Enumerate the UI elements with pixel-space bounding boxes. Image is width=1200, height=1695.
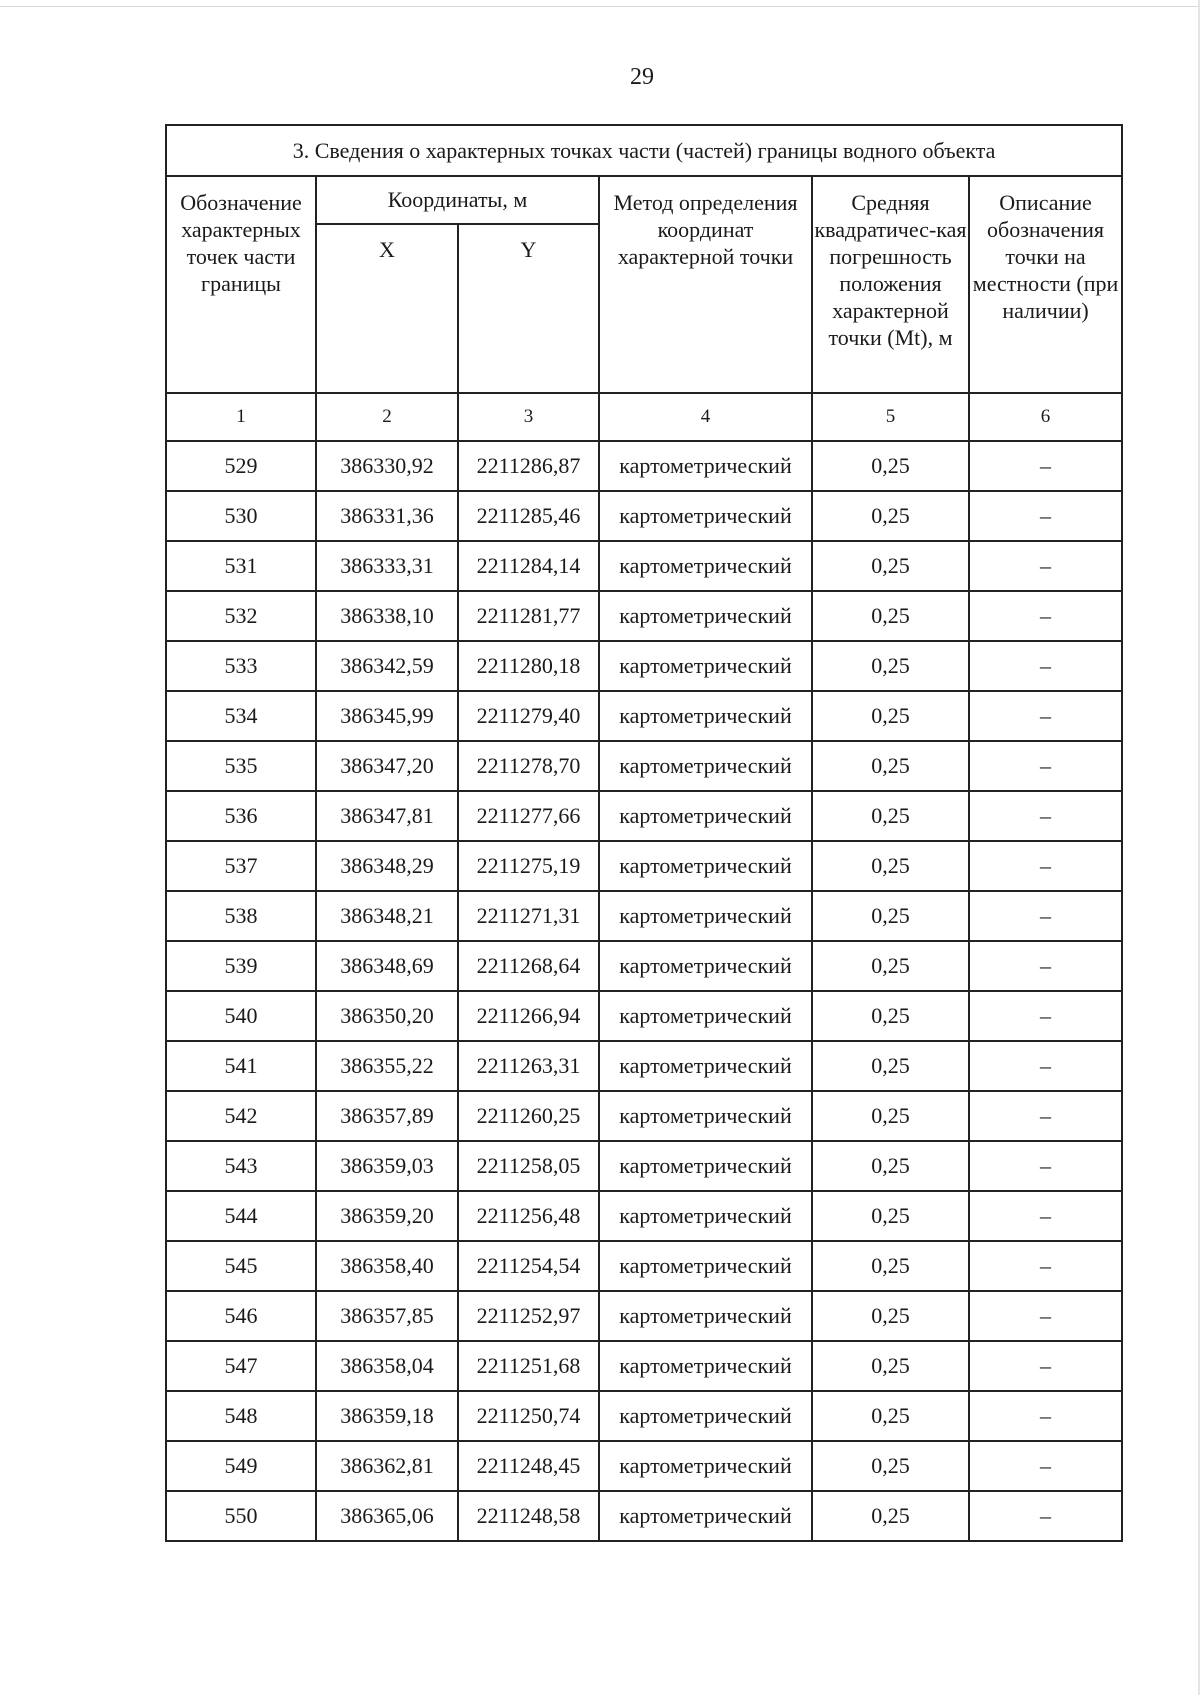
cell-accuracy: 0,25 <box>812 1191 969 1241</box>
cell-y: 2211279,40 <box>458 691 599 741</box>
cell-y: 2211280,18 <box>458 641 599 691</box>
cell-description: – <box>969 1141 1122 1191</box>
cell-description: – <box>969 1441 1122 1491</box>
cell-y: 2211266,94 <box>458 991 599 1041</box>
table-row <box>166 741 1122 791</box>
cell-accuracy: 0,25 <box>812 1141 969 1191</box>
cell-y: 2211254,54 <box>458 1241 599 1291</box>
cell-accuracy: 0,25 <box>812 1491 969 1541</box>
cell-description: – <box>969 941 1122 991</box>
cell-description: – <box>969 891 1122 941</box>
cell-point: 529 <box>166 441 316 491</box>
cell-method: картометрический <box>599 1091 812 1141</box>
cell-description: – <box>969 441 1122 491</box>
cell-description: – <box>969 1391 1122 1441</box>
cell-method: картометрический <box>599 1241 812 1291</box>
cell-description: – <box>969 791 1122 841</box>
table-row <box>166 441 1122 491</box>
cell-point: 544 <box>166 1191 316 1241</box>
cell-accuracy: 0,25 <box>812 1041 969 1091</box>
cell-accuracy: 0,25 <box>812 1441 969 1491</box>
cell-point: 532 <box>166 591 316 641</box>
cell-x: 386358,04 <box>316 1341 458 1391</box>
cell-method: картометрический <box>599 941 812 991</box>
cell-point: 531 <box>166 541 316 591</box>
cell-description: – <box>969 691 1122 741</box>
cell-accuracy: 0,25 <box>812 1341 969 1391</box>
cell-x: 386348,29 <box>316 841 458 891</box>
cell-method: картометрический <box>599 541 812 591</box>
cell-description: – <box>969 541 1122 591</box>
table-row <box>166 1041 1122 1091</box>
cell-point: 530 <box>166 491 316 541</box>
cell-x: 386359,20 <box>316 1191 458 1241</box>
cell-method: картометрический <box>599 791 812 841</box>
table-row <box>166 541 1122 591</box>
cell-description: – <box>969 1091 1122 1141</box>
cell-point: 549 <box>166 1441 316 1491</box>
cell-description: – <box>969 1341 1122 1391</box>
cell-y: 2211252,97 <box>458 1291 599 1341</box>
cell-accuracy: 0,25 <box>812 591 969 641</box>
cell-description: – <box>969 491 1122 541</box>
cell-accuracy: 0,25 <box>812 1391 969 1441</box>
cell-accuracy: 0,25 <box>812 941 969 991</box>
cell-description: – <box>969 741 1122 791</box>
cell-y: 2211278,70 <box>458 741 599 791</box>
cell-method: картометрический <box>599 1341 812 1391</box>
cell-y: 2211284,14 <box>458 541 599 591</box>
cell-description: – <box>969 1041 1122 1091</box>
cell-y: 2211248,45 <box>458 1441 599 1491</box>
column-number: 6 <box>969 393 1122 441</box>
cell-x: 386362,81 <box>316 1441 458 1491</box>
table-row <box>166 1291 1122 1341</box>
cell-method: картометрический <box>599 641 812 691</box>
cell-accuracy: 0,25 <box>812 891 969 941</box>
cell-point: 533 <box>166 641 316 691</box>
cell-x: 386348,69 <box>316 941 458 991</box>
cell-description: – <box>969 1241 1122 1291</box>
cell-x: 386348,21 <box>316 891 458 941</box>
cell-method: картометрический <box>599 891 812 941</box>
table-row <box>166 591 1122 641</box>
cell-method: картометрический <box>599 1491 812 1541</box>
cell-y: 2211256,48 <box>458 1191 599 1241</box>
cell-method: картометрический <box>599 491 812 541</box>
header-point: Обозначение характерных точек части границы <box>166 176 316 393</box>
cell-accuracy: 0,25 <box>812 691 969 741</box>
header-description: Описание обозначения точки на местности (при наличии) <box>969 176 1122 393</box>
cell-y: 2211281,77 <box>458 591 599 641</box>
cell-y: 2211268,64 <box>458 941 599 991</box>
table-row <box>166 891 1122 941</box>
cell-x: 386365,06 <box>316 1491 458 1541</box>
cell-y: 2211286,87 <box>458 441 599 491</box>
page-number: 29 <box>630 64 654 90</box>
cell-y: 2211251,68 <box>458 1341 599 1391</box>
cell-point: 537 <box>166 841 316 891</box>
column-number: 1 <box>166 393 316 441</box>
cell-point: 540 <box>166 991 316 1041</box>
cell-x: 386347,20 <box>316 741 458 791</box>
header-x: X <box>316 224 458 393</box>
cell-y: 2211260,25 <box>458 1091 599 1141</box>
cell-point: 543 <box>166 1141 316 1191</box>
table-title: 3. Сведения о характерных точках части (частей) границы водного объекта <box>166 125 1122 176</box>
column-number: 2 <box>316 393 458 441</box>
table-row <box>166 1091 1122 1141</box>
cell-point: 545 <box>166 1241 316 1291</box>
column-number: 4 <box>599 393 812 441</box>
cell-x: 386357,89 <box>316 1091 458 1141</box>
cell-accuracy: 0,25 <box>812 741 969 791</box>
cell-x: 386338,10 <box>316 591 458 641</box>
table-row <box>166 791 1122 841</box>
boundary-points-table <box>165 124 1123 1542</box>
cell-point: 546 <box>166 1291 316 1341</box>
cell-y: 2211271,31 <box>458 891 599 941</box>
cell-method: картометрический <box>599 1391 812 1441</box>
table-row <box>166 991 1122 1041</box>
cell-point: 550 <box>166 1491 316 1541</box>
cell-description: – <box>969 1191 1122 1241</box>
cell-method: картометрический <box>599 441 812 491</box>
table-row <box>166 1241 1122 1291</box>
cell-point: 535 <box>166 741 316 791</box>
cell-y: 2211263,31 <box>458 1041 599 1091</box>
cell-description: – <box>969 841 1122 891</box>
table-row <box>166 941 1122 991</box>
cell-accuracy: 0,25 <box>812 641 969 691</box>
cell-point: 541 <box>166 1041 316 1091</box>
header-accuracy: Средняя квадратичес-кая погрешность положения характерной точки (Mt), м <box>812 176 969 393</box>
cell-description: – <box>969 591 1122 641</box>
cell-x: 386330,92 <box>316 441 458 491</box>
cell-method: картометрический <box>599 691 812 741</box>
table-container <box>165 124 1121 1542</box>
cell-method: картометрический <box>599 1191 812 1241</box>
cell-accuracy: 0,25 <box>812 1091 969 1141</box>
cell-y: 2211248,58 <box>458 1491 599 1541</box>
cell-accuracy: 0,25 <box>812 1291 969 1341</box>
table-row <box>166 1341 1122 1391</box>
header-method: Метод определения координат характерной точки <box>599 176 812 393</box>
table-row <box>166 691 1122 741</box>
header-coordinates: Координаты, м <box>316 176 599 224</box>
header-y: Y <box>458 224 599 393</box>
cell-x: 386331,36 <box>316 491 458 541</box>
cell-x: 386355,22 <box>316 1041 458 1091</box>
cell-description: – <box>969 1491 1122 1541</box>
table-body <box>166 441 1122 1541</box>
cell-y: 2211250,74 <box>458 1391 599 1441</box>
cell-y: 2211285,46 <box>458 491 599 541</box>
cell-accuracy: 0,25 <box>812 441 969 491</box>
cell-point: 536 <box>166 791 316 841</box>
column-number: 3 <box>458 393 599 441</box>
cell-x: 386347,81 <box>316 791 458 841</box>
cell-accuracy: 0,25 <box>812 791 969 841</box>
cell-point: 539 <box>166 941 316 991</box>
cell-x: 386358,40 <box>316 1241 458 1291</box>
cell-x: 386357,85 <box>316 1291 458 1341</box>
column-number-row <box>166 393 1122 441</box>
cell-method: картометрический <box>599 591 812 641</box>
cell-y: 2211277,66 <box>458 791 599 841</box>
cell-description: – <box>969 1291 1122 1341</box>
cell-method: картометрический <box>599 991 812 1041</box>
cell-method: картометрический <box>599 841 812 891</box>
table-row <box>166 1491 1122 1541</box>
table-row <box>166 491 1122 541</box>
cell-method: картометрический <box>599 1441 812 1491</box>
table-row <box>166 1191 1122 1241</box>
cell-accuracy: 0,25 <box>812 991 969 1041</box>
cell-point: 547 <box>166 1341 316 1391</box>
table-row <box>166 641 1122 691</box>
cell-accuracy: 0,25 <box>812 841 969 891</box>
cell-x: 386350,20 <box>316 991 458 1041</box>
scan-edge-top <box>0 0 1200 7</box>
table-row <box>166 1391 1122 1441</box>
table-row <box>166 1441 1122 1491</box>
cell-y: 2211275,19 <box>458 841 599 891</box>
cell-x: 386359,18 <box>316 1391 458 1441</box>
cell-accuracy: 0,25 <box>812 541 969 591</box>
table-row <box>166 841 1122 891</box>
cell-description: – <box>969 991 1122 1041</box>
cell-description: – <box>969 641 1122 691</box>
cell-accuracy: 0,25 <box>812 491 969 541</box>
cell-method: картометрический <box>599 1291 812 1341</box>
cell-point: 548 <box>166 1391 316 1441</box>
cell-method: картометрический <box>599 1041 812 1091</box>
cell-point: 534 <box>166 691 316 741</box>
cell-point: 538 <box>166 891 316 941</box>
table-row <box>166 1141 1122 1191</box>
cell-x: 386345,99 <box>316 691 458 741</box>
cell-accuracy: 0,25 <box>812 1241 969 1291</box>
column-number: 5 <box>812 393 969 441</box>
cell-method: картометрический <box>599 741 812 791</box>
cell-y: 2211258,05 <box>458 1141 599 1191</box>
cell-x: 386333,31 <box>316 541 458 591</box>
cell-x: 386342,59 <box>316 641 458 691</box>
cell-method: картометрический <box>599 1141 812 1191</box>
cell-x: 386359,03 <box>316 1141 458 1191</box>
cell-point: 542 <box>166 1091 316 1141</box>
